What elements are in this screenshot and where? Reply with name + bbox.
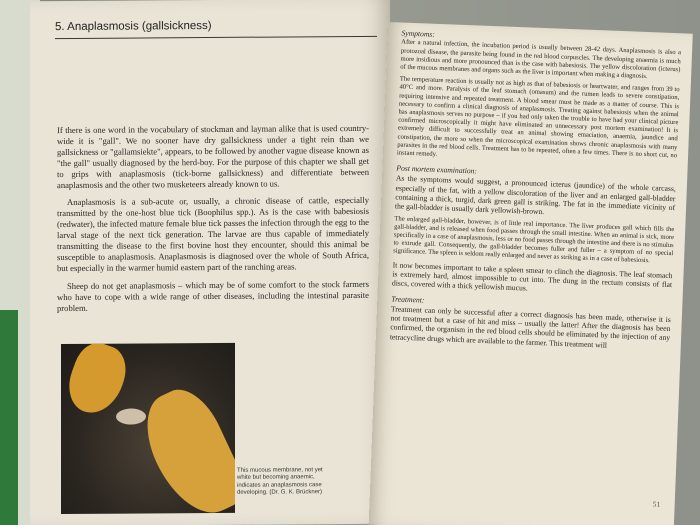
- paragraph: If there is one word in the vocabulary of stockman and layman alike that is used country-wide it is "gall". We no sooner have dry gallsickness under a tight rein than we gallsickness or "gallamsiekte", appears, to be followed by another vague disease known as "the gall" usually diagnosed by the herd-boy. For the purpose of this chapter we shall get to grips with anaplasmosis (tick-borne gallsickness) and differentiate between anaplasmosis and the other two musketeers already known to us.: [57, 122, 369, 190]
- photo-caption: This mucous membrane, not yet white but becoming anaemic, indicates an anaplasmosis case developing. (Dr. G. K. Brückner): [237, 467, 323, 497]
- post-mortem-heading: Post mortem examination:: [396, 163, 478, 176]
- green-book-cover: [0, 310, 18, 525]
- chapter-header: [55, 15, 377, 39]
- chapter-title: 5. Anaplasmosis (gallsickness): [55, 19, 212, 34]
- paragraph: After a natural infection, the incubation period is usually between 28-42 days. Anaplasmosis is also a protozoal disease, the parasite being found in the red blood corpuscles. The developing anaemia is much more insidious and more pronounced than is the case with babesiosis. The yellow discoloration (icterus) of the mucous membranes and organs such as the liver is important when making a diagnosis.: [400, 38, 682, 80]
- paragraph: Anaplasmosis is a sub-acute or, usually, a chronic disease of cattle, especially transmitted by the one-host blue tick (Boophilus spp.). As is the case with babesiosis (redwater), the infected mature female blue tick passes the infection through the egg to the larval stage of the next tick generation. The larvae are thus capable of immediately transmitting the disease to the first bovine host they encounter, should this animal be susceptible to anaplasmosis. Anaplasmosis is diagnosed over the whole of South Africa, but especially in the warmer humid eastern part of the ranching areas.: [57, 195, 369, 273]
- treatment-heading: Treatment:: [391, 293, 425, 305]
- paragraph: The temperature reaction is usually not as high as that of babesiosis or heartwater, and ranges from 39 to 40°C and more. Paralysis of the leaf stomach (omasum) and the rumen leads to severe constipation, requiring intensive and repeated treatment. A blood smear must be made as a matter of course. This is necessary to confirm a clinical diagnosis of anaplasmosis. Treating against babesiosis when the animal has anaplasmosis serves no purpose – if you had only taken the trouble to have had your clinical picture confirmed microscopically it might have eliminated an unnecessary post mortem examination! It is extremely difficult to successfully treat an animal showing emaciation, anaemia, jaundice and constipation, the more so when the microscopical examination shows chronic anaplasmosis with many parasites in the red blood cells. Treatment has to be repeated, often a few times. There is no short cut, no instant remedy.: [396, 75, 680, 159]
- yellow-glove-right: [132, 379, 235, 514]
- paragraph: Treatment can only be successful after a correct diagnosis has been made, otherwise it is not treatment but a case of hit and miss – usually the latter! After the diagnosis has been confirmed, the organism in the red blood cells should be eliminated by the injection of any tetracycline drugs which are available to the farmer. This treatment will: [389, 304, 671, 350]
- right-page: [369, 22, 693, 525]
- symptoms-heading: Symptoms:: [401, 28, 436, 39]
- paragraph: As the symptoms would suggest, a pronounced icterus (jaundice) of the whole carcass, especially of the fat, with a yellow discoloration of the liver and an enlarged gall-bladder containing a thick, turgid, dark green gall is striking. The fat in the immediate vicinity of the gall-bladder is usually dark yellowish-brown.: [394, 173, 676, 217]
- paragraph: The enlarged gall-bladder, however, is of little real importance. The liver produces gall which fills the gall-bladder, and is released when food passes through the small intestine. When an animal is sick, more specifically in a case of anaplasmosis, less or no food passes through the intestine and there is no stimulus to extrude gall. Consequently, the gall-bladder becomes fuller and fuller – a symptom of no special significance. The spleen is seldom really enlarged and never as striking as in a case of babesiosis.: [393, 215, 675, 265]
- left-body-text: [57, 123, 369, 321]
- mucous-membrane-photo: [61, 343, 235, 514]
- page-number: 51: [652, 499, 661, 509]
- paragraph: It now becomes important to take a spleen smear to clinch the diagnosis. The leaf stomach is extremely hard, almost impossible to cut into. The dung in the rectum consists of flat discs, covered with a thick yellowish mucus.: [391, 260, 673, 293]
- paragraph: Sheep do not get anaplasmosis – which may be of some comfort to the stock farmers who have to cope with a wide range of other diseases, including the intestinal parasite problem.: [57, 278, 369, 313]
- mucous-membrane: [116, 408, 146, 424]
- left-page: [30, 0, 390, 525]
